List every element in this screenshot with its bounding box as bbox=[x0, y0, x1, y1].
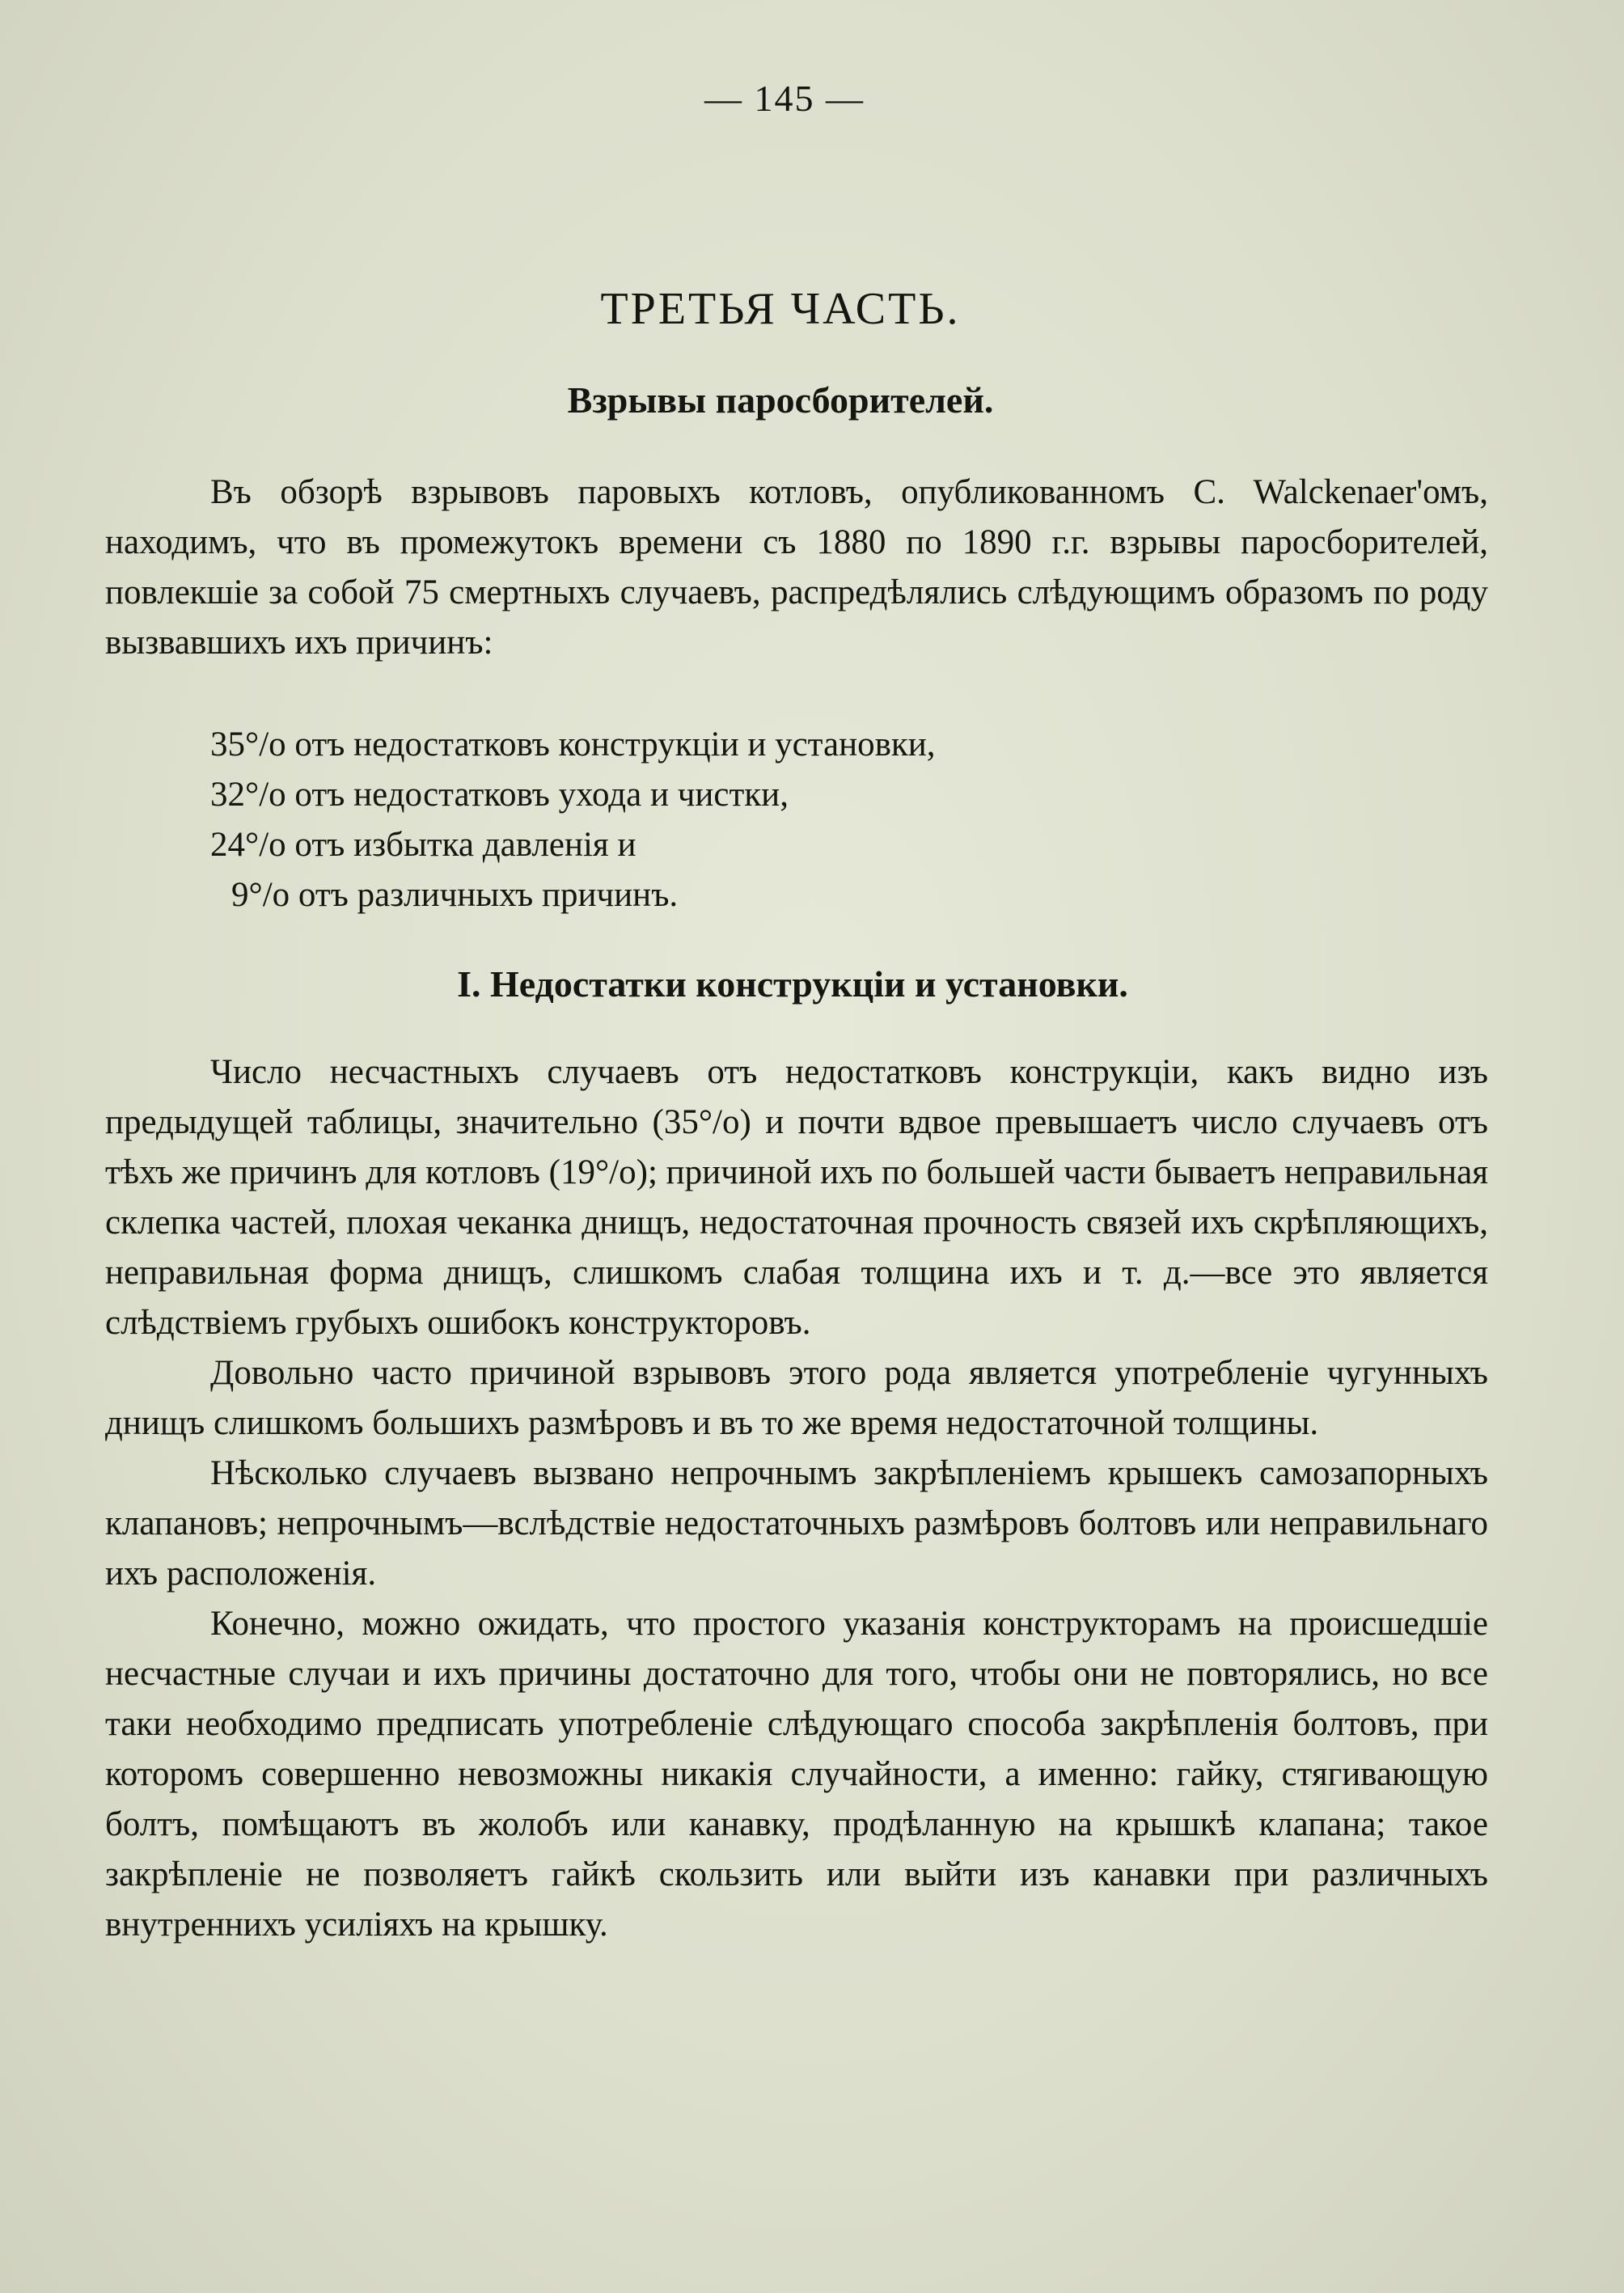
body-paragraph: Довольно часто причиной взрывовъ этого рода является употребленіе чугунныхъ днищъ слишкомъ большихъ размѣровъ и въ то же время недостаточной толщины. bbox=[105, 1354, 1488, 1442]
intro-paragraph: Въ обзорѣ взрывовъ паровыхъ котловъ, опубликованномъ C. Walckenaer'омъ, находимъ, что въ промежутокъ времени съ 1880 по 1890 г.г. взрывы паросборителей, повлекшіе за собой 75 смертныхъ случаевъ, распредѣлялись слѣдующимъ образомъ по роду вызвавшихъ ихъ причинъ: bbox=[105, 473, 1488, 662]
statistics-item: 32°/o отъ недостатковъ ухода и чистки, bbox=[210, 776, 789, 814]
body-paragraph: Нѣсколько случаевъ вызвано непрочнымъ закрѣпленіемъ крышекъ самозапорныхъ клапановъ; непрочнымъ—вслѣдствіе недостаточныхъ размѣровъ болтовъ или неправильнаго ихъ расположенія. bbox=[105, 1454, 1488, 1593]
statistics-item: 35°/o отъ недостатковъ конструкціи и установки, bbox=[210, 726, 936, 764]
statistics-item: 9°/o отъ различныхъ причинъ. bbox=[231, 876, 679, 914]
body-paragraph: Конечно, можно ожидать, что простого указанія конструкторамъ на происшедшіе несчастные случаи и ихъ причины достаточно для того, чтобы они не повторялись, но все таки необходимо предписать употребленіе слѣдующаго способа закрѣпленія болтовъ, при которомъ совершенно невозможны никакія случайности, а именно: гайку, стягивающую болтъ, помѣщаютъ въ жолобъ или канавку, продѣланную на крышкѣ клапана; такое закрѣпленіе не позволяетъ гайкѣ скользить или выйти изъ канавки при различныхъ внутреннихъ усиліяхъ на крышку. bbox=[105, 1605, 1488, 1944]
statistics-item: 24°/o отъ избытка давленія и bbox=[210, 826, 636, 864]
page-number: — 145 — bbox=[704, 78, 865, 119]
statistics-list bbox=[210, 720, 1423, 920]
subsection-title: I. Недостатки конструкціи и установки. bbox=[457, 963, 1128, 1005]
body-paragraph: Число несчастныхъ случаевъ отъ недостатковъ конструкціи, какъ видно изъ предыдущей таблицы, значительно (35°/o) и почти вдвое превышаетъ число случаевъ отъ тѣхъ же причинъ для котловъ (19°/o); причиной ихъ по большей части бываетъ неправильная склепка частей, плохая чеканка днищъ, недостаточная прочность связей ихъ скрѣпляющихъ, неправильная форма днищъ, слишкомъ слабая толщина ихъ и т. д.—все это является слѣдствіемъ грубыхъ ошибокъ конструкторовъ. bbox=[105, 1053, 1488, 1342]
part-title: ТРЕТЬЯ ЧАСТЬ. bbox=[600, 284, 961, 334]
section-title: Взрывы паросборителей. bbox=[567, 379, 994, 421]
body-text bbox=[105, 1047, 1488, 1950]
